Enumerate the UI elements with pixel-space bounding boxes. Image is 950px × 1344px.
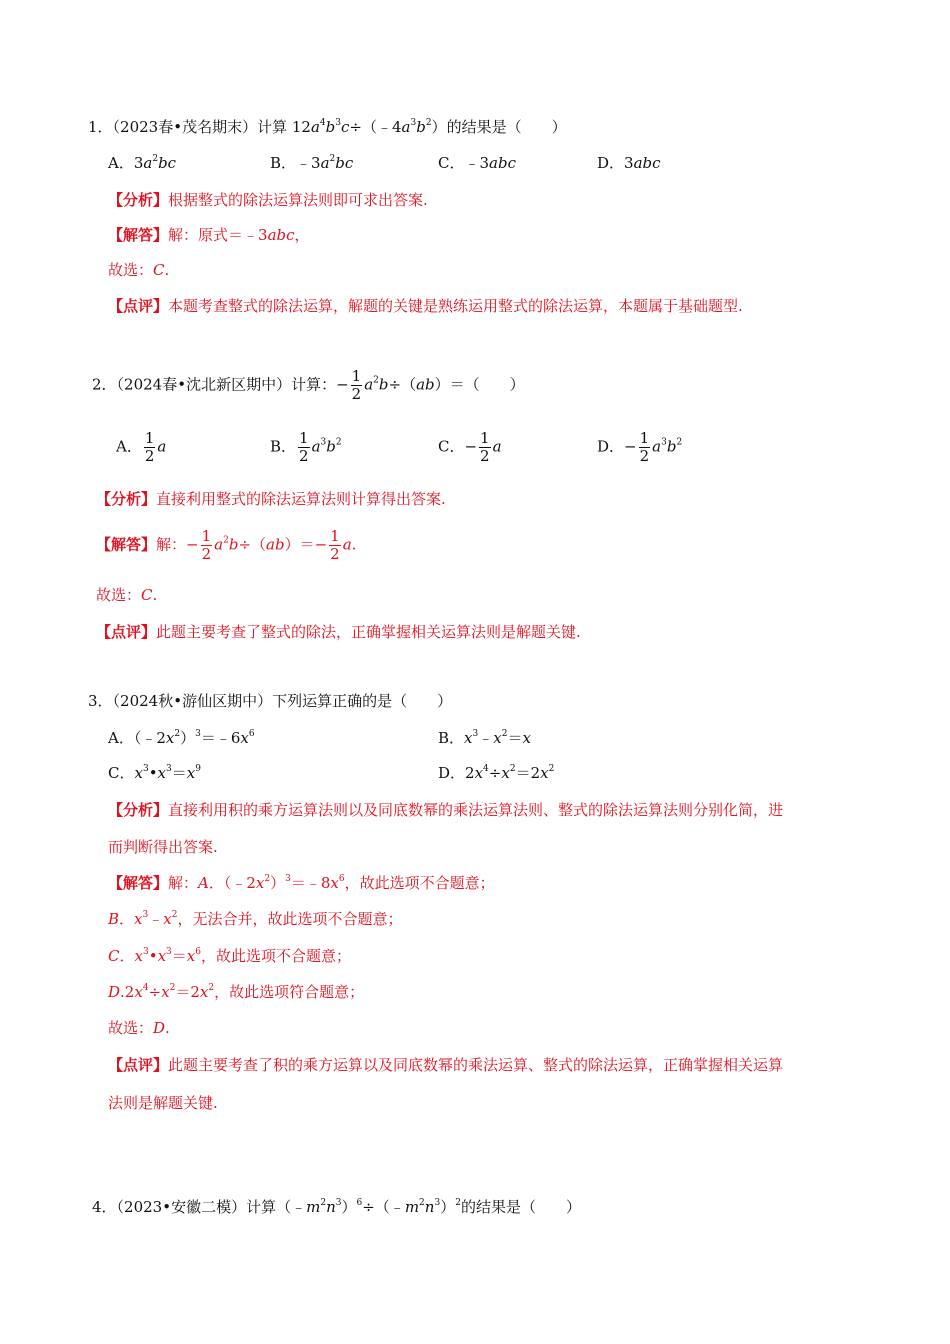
question-1-stem: 1．（2023春•茂名期末）计算 $12a^4b^3c\div(﹣4a^3b^2)$的结果是（ ） (88, 118, 567, 136)
q3-analysis-tag: 【分析】 (108, 801, 169, 819)
q3-comment-line-2: 法则是解题关键. (108, 1094, 218, 1112)
q1-analysis-text: 根据整式的除法运算法则即可求出答案. (168, 191, 428, 209)
q3-option-d[interactable]: D．$2x^4\div x^2=2x^2$ (438, 764, 555, 782)
q2-choice: 故选：C. (96, 586, 158, 604)
q2-analysis (96, 488, 446, 510)
q2-analysis-tag: 【分析】 (96, 490, 157, 508)
q1-comment (108, 295, 743, 317)
q2-option-d[interactable]: D．− $\frac{1}{2}$ $a^3b^2$ (597, 429, 683, 465)
q2-solution: 【解答】解：− $\frac{1}{2}$ $a^2b\div(ab)=-$ $\frac{1}{2}$ a. (96, 527, 357, 563)
q2-option-a[interactable]: A． $\frac{1}{2}$ a (116, 429, 167, 465)
q3-sol-a-tail: ，故此选项不合题意； (344, 874, 495, 892)
q3-solution-b: B．$x^3﹣x^2$，无法合并，故此选项不合题意； (108, 910, 403, 928)
q1-solution-tag: 【解答】 (108, 226, 169, 244)
q1-comment-tag: 【点评】 (108, 297, 169, 315)
q3-sol-d-tail: ，故此选项符合题意； (214, 983, 365, 1001)
q3-analysis-line-2: 而判断得出答案. (108, 838, 218, 856)
q2-comment (96, 621, 581, 643)
q1-analysis-tag: 【分析】 (108, 191, 169, 209)
q2-option-b[interactable]: B． $\frac{1}{2}$ $a^3b^2$ (270, 429, 342, 465)
question-4-stem: 4．（2023•安徽二模）计算$(﹣m^2n^3)^6\div(﹣m^2n^3)^2$的结果是（ ） (92, 1198, 581, 1216)
q1-solution: 【解答】解：原式＝﹣3abc， (108, 226, 310, 244)
q1-option-c[interactable]: C．﹣3abc (438, 154, 516, 172)
q1-choice: 故选：C. (108, 261, 170, 279)
q3-solution-c: C．$x^3•x^3=x^6$，故此选项不合题意； (108, 947, 351, 965)
q3-solution-tag: 【解答】 (108, 874, 169, 892)
q3-sol-c-tail: ，故此选项不合题意； (200, 947, 351, 965)
q3-sol-b-tail: ，无法合并，故此选项不合题意； (177, 910, 403, 928)
q1-option-a[interactable]: A．$3a^2bc$ (108, 154, 177, 172)
q2-number: 2． (92, 375, 117, 394)
q2-solution-text: 解： (156, 535, 187, 554)
q3-number: 3． (88, 692, 113, 710)
q3-option-b[interactable]: B．$x^3﹣x^2=x$ (438, 729, 531, 747)
q1-stem-suffix: 的结果是（ ） (446, 118, 567, 136)
q2-stem-suffix: ＝（ ） (449, 375, 525, 394)
q2-comment-tag: 【点评】 (96, 623, 157, 641)
q2-source: （2024春•沈北新区期中） (116, 375, 292, 394)
q1-number: 1． (88, 118, 113, 136)
q1-comment-text: 本题考查整式的除法运算，解题的关键是熟练运用整式的除法运算，本题属于基础题型. (168, 297, 743, 315)
q1-analysis (108, 189, 428, 211)
q4-source: （2023•安徽二模） (116, 1198, 247, 1216)
fraction: $\frac{1}{2}$ (351, 367, 362, 403)
q2-comment-text: 此题主要考查了整式的除法，正确掌握相关运算法则是解题关键. (156, 623, 581, 641)
q1-source: （2023春•茂名期末） (112, 118, 258, 136)
q3-solution-a: 【解答】解：A．$(﹣2x^2)^3=﹣8x^6$，故此选项不合题意； (108, 874, 495, 892)
q1-stem-prefix: 计算 (257, 118, 288, 136)
question-3-stem (88, 690, 452, 712)
q4-stem-prefix: 计算 (246, 1198, 277, 1216)
q2-solution-tag: 【解答】 (96, 535, 157, 554)
q3-choice: 故选：D. (108, 1019, 170, 1037)
question-2-stem: 2．（2024春•沈北新区期中）计算：− $\frac{1}{2}$ $a^2b\div(ab)=$（ ） (92, 367, 525, 403)
q3-option-c[interactable]: C．$x^3•x^3=x^9$ (108, 764, 201, 782)
q2-option-c[interactable]: C．− $\frac{1}{2}$ a (438, 429, 502, 465)
q3-source: （2024秋•游仙区期中） (112, 692, 273, 710)
q3-comment-tag: 【点评】 (108, 1056, 169, 1074)
q3-solution-text: 解： (168, 874, 199, 892)
q3-analysis-line-1 (108, 799, 783, 821)
q3-solution-d: $D.2x^4\div x^2=2x^2$，故此选项符合题意； (108, 983, 365, 1001)
q4-number: 4． (92, 1198, 117, 1216)
q3-comment-line-1 (108, 1054, 783, 1076)
q3-option-a[interactable]: A．$(﹣2x^2)^3=﹣6x^6$ (108, 729, 255, 747)
q3-comment-text-1: 此题主要考查了积的乘方运算以及同底数幂的乘法运算、整式的除法运算，正确掌握相关运算 (168, 1056, 784, 1074)
q1-option-b[interactable]: B．$﹣3a^2bc$ (270, 154, 354, 172)
q2-stem-prefix: 计算： (291, 375, 337, 394)
q2-analysis-text: 直接利用整式的除法运算法则计算得出答案. (156, 490, 446, 508)
q1-option-d[interactable]: D．3abc (597, 154, 661, 172)
q3-analysis-text-1: 直接利用积的乘方运算法则以及同底数幂的乘法运算法则、整式的除法运算法则分别化简，进 (168, 801, 784, 819)
q3-stem-text: 下列运算正确的是（ ） (272, 692, 453, 710)
q4-stem-suffix: 的结果是（ ） (460, 1198, 581, 1216)
